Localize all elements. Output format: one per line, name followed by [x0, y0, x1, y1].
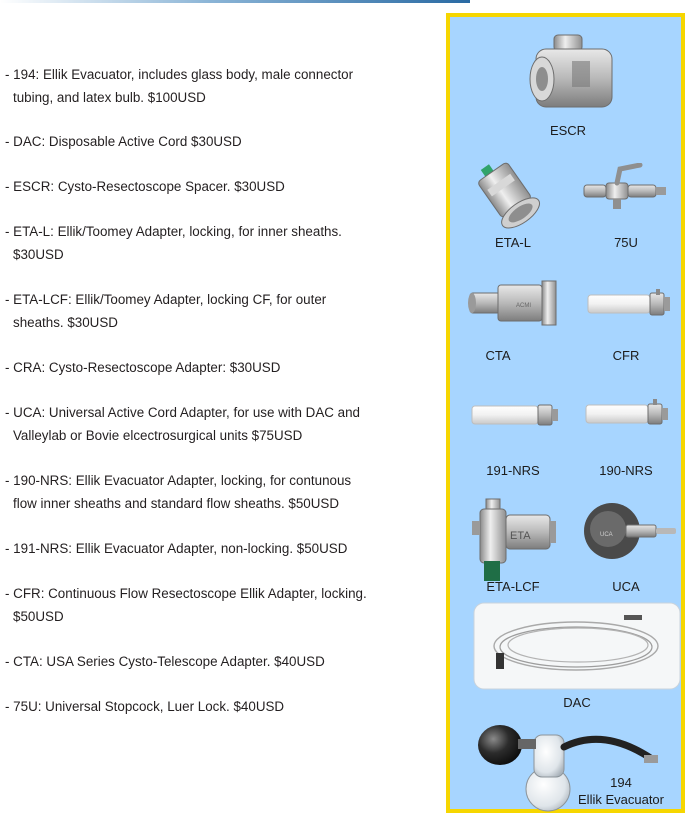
dac-cord-image [472, 601, 682, 691]
list-line: sheaths. $30USD [13, 314, 118, 330]
list-line: - ESCR: Cysto-Resectoscope Spacer. $30USD [5, 179, 285, 194]
list-line: - 190-NRS: Ellik Evacuator Adapter, locking, for contunous [5, 473, 352, 488]
uca-adapter-image [582, 501, 682, 561]
list-line: - UCA: Universal Active Cord Adapter, for use with DAC and [5, 405, 361, 420]
190-nrs-adapter-image [584, 397, 672, 431]
list-line: - 75U: Universal Stopcock, Luer Lock. $40USD [5, 699, 285, 714]
caption-190-nrs: 190-NRS [599, 463, 653, 478]
eta-lcf-adapter-image [466, 495, 558, 583]
svg-text:UCA: UCA [600, 532, 613, 538]
list-item-191-nrs [5, 538, 415, 561]
caption-eta-l: ETA-L [495, 235, 531, 250]
list-item-75u [5, 696, 415, 719]
list-line: flow inner sheaths and standard flow sheaths. $50USD [13, 495, 340, 511]
product-image-panel [446, 13, 685, 813]
list-line: tubing, and latex bulb. $100USD [13, 89, 206, 105]
eta-l-adapter-image [470, 155, 552, 233]
list-item-escr [5, 176, 415, 199]
list-line: $30USD [13, 246, 64, 262]
caption-cfr: CFR [612, 348, 640, 363]
list-item-cta [5, 651, 415, 674]
caption-cta: CTA [485, 348, 511, 363]
list-line: $50USD [13, 608, 64, 624]
list-item-194 [5, 64, 415, 109]
list-line: - 191-NRS: Ellik Evacuator Adapter, non-locking. $50USD [5, 541, 348, 556]
list-item-cra [5, 357, 415, 380]
list-line: Valleylab or Bovie elcectrosurgical units $75USD [13, 427, 303, 443]
list-item-eta-l [5, 221, 415, 266]
list-line: - ETA-L: Ellik/Toomey Adapter, locking, for inner sheaths. [5, 224, 342, 239]
list-item-dac [5, 131, 415, 154]
caption-75u: 75U [614, 235, 638, 250]
list-line: - CFR: Continuous Flow Resectoscope Ellik Adapter, locking. [5, 586, 367, 601]
caption-escr: ESCR [549, 123, 587, 138]
list-item-uca [5, 402, 415, 447]
caption-uca: UCA [612, 579, 640, 594]
list-line: - ETA-LCF: Ellik/Toomey Adapter, locking CF, for outer [5, 292, 327, 307]
list-item-eta-lcf [5, 289, 415, 334]
svg-text:ACMI: ACMI [516, 303, 531, 309]
list-line: - DAC: Disposable Active Cord $30USD [5, 134, 242, 149]
escr-spacer-image [524, 31, 628, 121]
191-nrs-adapter-image [470, 399, 562, 431]
caption-194: 194 [610, 775, 632, 790]
cta-adapter-image [466, 275, 562, 331]
list-item-190-nrs [5, 470, 415, 515]
svg-text:ETA: ETA [510, 530, 531, 542]
list-line: - CRA: Cysto-Resectoscope Adapter: $30USD [5, 360, 281, 375]
top-divider [0, 0, 470, 3]
caption-191-nrs: 191-NRS [486, 463, 540, 478]
list-item-cfr [5, 583, 415, 628]
caption-ellik-evacuator: Ellik Evacuator [578, 792, 664, 807]
list-line: - CTA: USA Series Cysto-Telescope Adapter. $40USD [5, 654, 325, 669]
75u-stopcock-image [582, 163, 670, 211]
caption-dac: DAC [563, 695, 591, 710]
list-line: - 194: Ellik Evacuator, includes glass body, male connector [5, 67, 354, 82]
cfr-adapter-image [586, 287, 672, 321]
caption-eta-lcf: ETA-LCF [486, 579, 540, 594]
